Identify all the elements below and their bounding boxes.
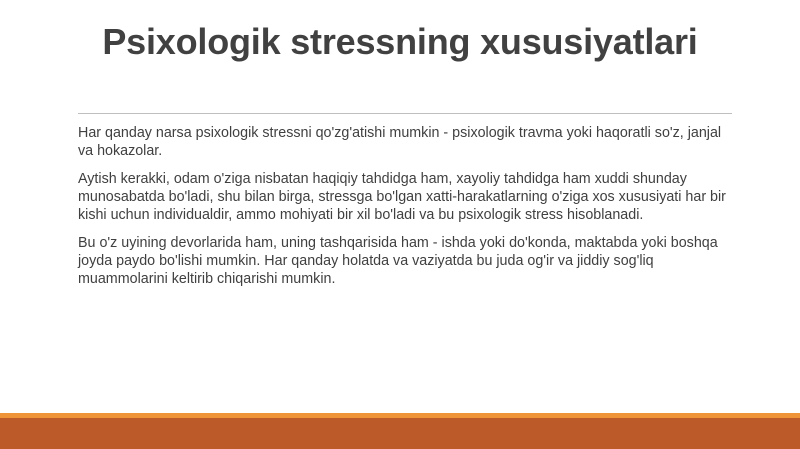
title-divider [78,113,732,114]
paragraph-1: Har qanday narsa psixologik stressni qo'zg'atishi mumkin - psixologik travma yoki haqoratli so'z, janjal va hokazolar. [78,125,722,159]
slide-body [78,124,738,298]
paragraph-3: Bu o'z uyining devorlarida ham, uning tashqarisida ham - ishda yoki do'konda, maktabda yoki boshqa joyda paydo bo'lishi mumkin. Har qanday holatda va vaziyatda bu juda og'ir va jiddiy sog'liq muammolarini keltirib chiqarishi mumkin. [78,235,718,287]
slide-title: Psixologik stressning xususiyatlari [102,21,698,62]
footer-bar [0,418,800,449]
paragraph-2: Aytish kerakki, odam o'ziga nisbatan haqiqiy tahdidga ham, xayoliy tahdidga ham xuddi shunday munosabatda bo'ladi, shu bilan birga, stressga bo'lgan xatti-harakatlarning o'ziga xos xususiyati har bir kishi uchun individualdir, ammo mohiyati bir xil bo'ladi va bu psixologik stress hisoblanadi. [78,171,726,223]
